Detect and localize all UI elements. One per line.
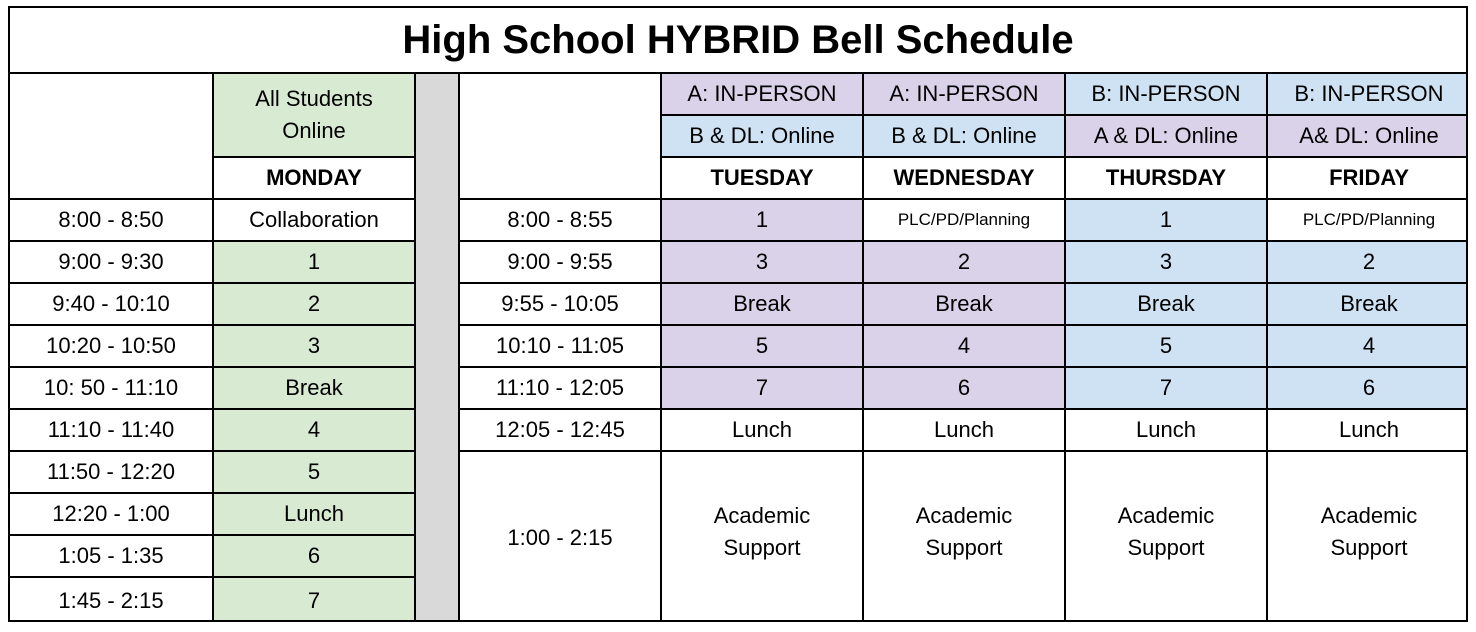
monday-period-2: 1: [214, 242, 416, 284]
tuesday-online: B & DL: Online: [662, 116, 864, 158]
monday-period-10: 7: [214, 578, 416, 622]
tuesday-period-5: 7: [662, 368, 864, 410]
friday-online: A& DL: Online: [1268, 116, 1468, 158]
tuesday-period-6: Lunch: [662, 410, 864, 452]
wednesday-period-6: Lunch: [864, 410, 1066, 452]
monday-period-9: 6: [214, 536, 416, 578]
monday-time-10: 1:45 - 2:15: [10, 578, 214, 622]
wednesday-day-header: WEDNESDAY: [864, 158, 1066, 200]
tuesday-period-7: Academic Support: [662, 452, 864, 622]
thursday-period-3: Break: [1066, 284, 1268, 326]
wednesday-period-1: PLC/PD/Planning: [864, 200, 1066, 242]
tuesday-inperson: A: IN-PERSON: [662, 74, 864, 116]
thursday-period-5: 7: [1066, 368, 1268, 410]
thursday-day-header: THURSDAY: [1066, 158, 1268, 200]
hybrid-header-blank: [460, 74, 662, 200]
wednesday-period-3: Break: [864, 284, 1066, 326]
thursday-inperson: B: IN-PERSON: [1066, 74, 1268, 116]
friday-period-2: 2: [1268, 242, 1468, 284]
tuesday-period-4: 5: [662, 326, 864, 368]
monday-time-1: 8:00 - 8:50: [10, 200, 214, 242]
monday-period-6: 4: [214, 410, 416, 452]
monday-day-header: MONDAY: [214, 158, 416, 200]
wednesday-period-4: 4: [864, 326, 1066, 368]
wednesday-online: B & DL: Online: [864, 116, 1066, 158]
monday-header-blank: [10, 74, 214, 200]
hybrid-time-1: 8:00 - 8:55: [460, 200, 662, 242]
thursday-period-2: 3: [1066, 242, 1268, 284]
friday-period-4: 4: [1268, 326, 1468, 368]
friday-period-5: 6: [1268, 368, 1468, 410]
divider-column: [416, 74, 460, 622]
monday-time-4: 10:20 - 10:50: [10, 326, 214, 368]
friday-period-1: PLC/PD/Planning: [1268, 200, 1468, 242]
monday-time-2: 9:00 - 9:30: [10, 242, 214, 284]
thursday-period-7: Academic Support: [1066, 452, 1268, 622]
thursday-online: A & DL: Online: [1066, 116, 1268, 158]
hybrid-time-4: 10:10 - 11:05: [460, 326, 662, 368]
monday-time-6: 11:10 - 11:40: [10, 410, 214, 452]
friday-period-6: Lunch: [1268, 410, 1468, 452]
friday-inperson: B: IN-PERSON: [1268, 74, 1468, 116]
page-title: High School HYBRID Bell Schedule: [10, 8, 1466, 74]
monday-time-8: 12:20 - 1:00: [10, 494, 214, 536]
hybrid-time-6: 12:05 - 12:45: [460, 410, 662, 452]
monday-time-3: 9:40 - 10:10: [10, 284, 214, 326]
monday-period-3: 2: [214, 284, 416, 326]
tuesday-period-3: Break: [662, 284, 864, 326]
thursday-period-4: 5: [1066, 326, 1268, 368]
wednesday-inperson: A: IN-PERSON: [864, 74, 1066, 116]
monday-time-9: 1:05 - 1:35: [10, 536, 214, 578]
monday-time-5: 10: 50 - 11:10: [10, 368, 214, 410]
monday-period-8: Lunch: [214, 494, 416, 536]
hybrid-time-7: 1:00 - 2:15: [460, 452, 662, 622]
wednesday-period-2: 2: [864, 242, 1066, 284]
monday-time-7: 11:50 - 12:20: [10, 452, 214, 494]
monday-period-4: 3: [214, 326, 416, 368]
bell-schedule-table: [8, 6, 1468, 622]
wednesday-period-7: Academic Support: [864, 452, 1066, 622]
tuesday-day-header: TUESDAY: [662, 158, 864, 200]
friday-day-header: FRIDAY: [1268, 158, 1468, 200]
monday-period-1: Collaboration: [214, 200, 416, 242]
monday-group-label: All Students Online: [214, 74, 416, 158]
monday-period-7: 5: [214, 452, 416, 494]
friday-period-7: Academic Support: [1320, 503, 1418, 560]
monday-period-5: Break: [214, 368, 416, 410]
wednesday-period-5: 6: [864, 368, 1066, 410]
hybrid-time-5: 11:10 - 12:05: [460, 368, 662, 410]
thursday-period-1: 1: [1066, 200, 1268, 242]
tuesday-period-1: 1: [662, 200, 864, 242]
hybrid-time-2: 9:00 - 9:55: [460, 242, 662, 284]
thursday-period-6: Lunch: [1066, 410, 1268, 452]
hybrid-time-3: 9:55 - 10:05: [460, 284, 662, 326]
tuesday-period-2: 3: [662, 242, 864, 284]
friday-period-3: Break: [1268, 284, 1468, 326]
